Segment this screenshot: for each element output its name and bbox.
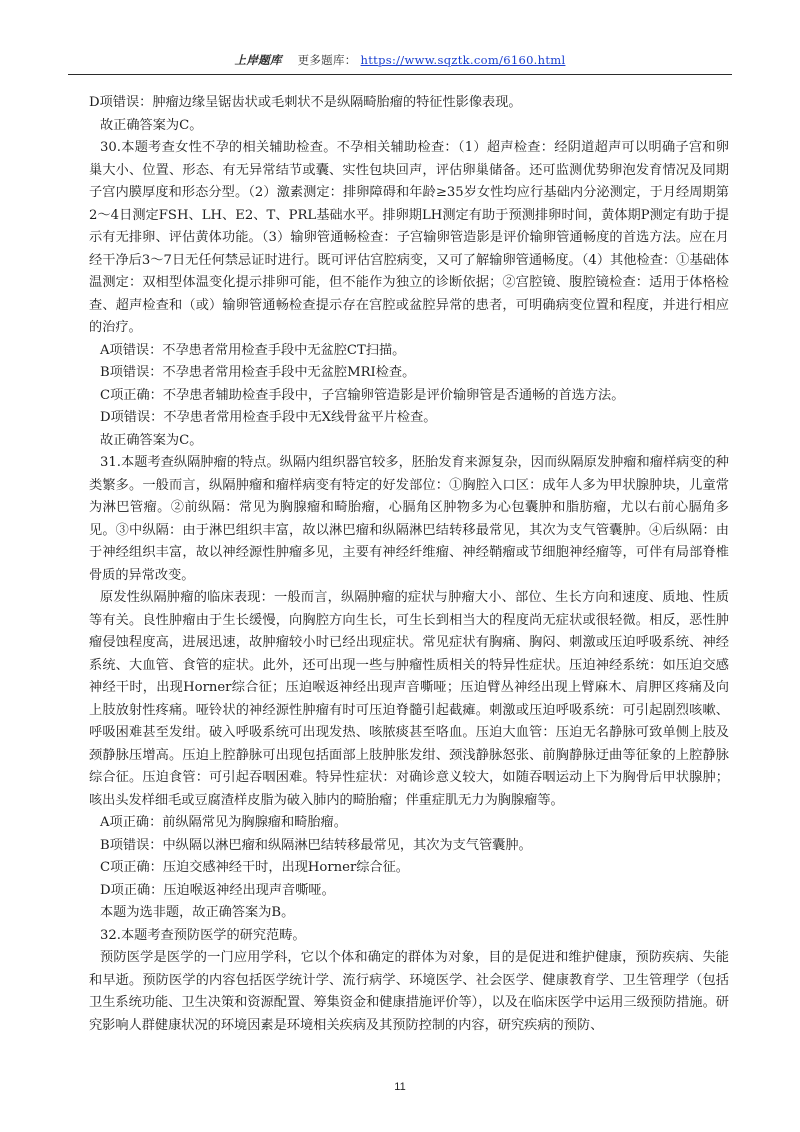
header-site-name: 上岸题库: [234, 53, 282, 67]
paragraph-answer-29: 故正确答案为C。: [100, 117, 203, 133]
header-more-label: 更多题库：: [297, 53, 357, 67]
paragraph-q32-intro: 32.本题考查预防医学的研究范畴。: [100, 927, 306, 943]
header-rule: [68, 74, 732, 75]
header-url-link[interactable]: https://www.sqztk.com/6160.html: [360, 53, 566, 67]
paragraph-q31-d: D项正确：压迫喉返神经出现声音嘶哑。: [100, 882, 335, 898]
paragraph-q31-clinical: 原发性纵隔肿瘤的临床表现：一般而言，纵隔肿瘤的症状与肿瘤大小、部位、生长方向和速度、质地、性质等有关。良性肿瘤由于生长缓慢，向胸腔方向生长，可生长到相当大的程度尚无症状或很轻微。相反，恶性肿瘤侵蚀程度高，进展迅速，故肿瘤较小时已经出现症状。常见症状有胸痛、胸闷、刺激或压迫呼吸系统、神经系统、大血管、食管的症状。此外，还可出现一些与肿瘤性质相关的特异性症状。压迫神经系统：如压迫交感神经干时，出现Horner综合征；压迫喉返神经出现声音嘶哑；压迫臂丛神经出现上臂麻木、肩胛区疼痛及向上肢放射性疼痛。哑铃状的神经源性肿瘤有时可压迫脊髓引起截瘫。刺激或压迫呼吸系统：可引起剧烈咳嗽、呼吸困难甚至发绀。破入呼吸系统可出现发热、咳脓痰甚至咯血。压迫大血管：压迫无名静脉可致单侧上肢及颈静脉压增高。压迫上腔静脉可出现包括面部上肢肿胀发绀、颈浅静脉怒张、前胸静脉迂曲等征象的上腔静脉综合征。压迫食管：可引起吞咽困难。特异性症状：对确诊意义较大，如随吞咽运动上下为胸骨后甲状腺肿；咳出头发样细毛或豆腐渣样皮脂为破入肺内的畸胎瘤；伴重症肌无力为胸腺瘤等。: [89, 590, 729, 808]
page-header: [0, 52, 800, 68]
document-body: [89, 92, 729, 1037]
paragraph-q30-a: A项错误：不孕患者常用检查手段中无盆腔CT扫描。: [100, 342, 406, 358]
paragraph-q31-intro: 31.本题考查纵隔肿瘤的特点。纵隔内组织器官较多，胚胎发育来源复杂，因而纵隔原发肿瘤和瘤样病变的种类繁多。一般而言，纵隔肿瘤和瘤样病变有特定的好发部位：①胸腔入口区：成年人多为甲状腺肿块，儿童常为淋巴管瘤。②前纵隔：常见为胸腺瘤和畸胎瘤，心膈角区肿物多为心包囊肿和脂肪瘤，尤以右前心膈角多见。③中纵隔：由于淋巴组织丰富，故以淋巴瘤和纵隔淋巴结转移最常见，其次为支气管囊肿。④后纵隔：由于神经组织丰富，故以神经源性肿瘤多见，主要有神经纤维瘤、神经鞘瘤或节细胞神经瘤等，可伴有局部脊椎骨质的异常改变。: [89, 455, 729, 583]
paragraph-answer-31: 本题为选非题，故正确答案为B。: [100, 905, 295, 920]
paragraph-q31-b: B项错误：中纵隔以淋巴瘤和纵隔淋巴结转移最常见，其次为支气管囊肿。: [100, 837, 532, 853]
page-number: 11: [394, 1081, 406, 1093]
paragraph-q31-a: A项正确：前纵隔常见为胸腺瘤和畸胎瘤。: [100, 815, 347, 830]
paragraph-q32-body: 预防医学是医学的一门应用学科，它以个体和确定的群体为对象，目的是促进和维护健康，预防疾病、失能和早逝。预防医学的内容包括医学统计学、流行病学、环境医学、社会医学、健康教育学、卫生管理学（包括卫生系统功能、卫生决策和资源配置、筹集资金和健康措施评价等），以及在临床医学中运用三级预防措施。研究影响人群健康状况的环境因素是环境相关疾病及其预防控制的内容，研究疾病的预防、: [89, 950, 729, 1033]
paragraph-d-wrong-29: D项错误：肿瘤边缘呈锯齿状或毛刺状不是纵隔畸胎瘤的特征性影像表现。: [89, 95, 522, 110]
paragraph-q30-c: C项正确：不孕患者辅助检查手段中，子宫输卵管造影是评价输卵管是否通畅的首选方法。: [100, 387, 625, 403]
paragraph-q30-intro: 30.本题考查女性不孕的相关辅助检查。不孕相关辅助检查：（1）超声检查：经阴道超声可以明确子宫和卵巢大小、位置、形态、有无异常结节或囊、实性包块回声，评估卵巢储备。还可监测优势卵泡发育情况及同期子宫内膜厚度和形态分型。（2）激素测定：排卵障碍和年龄≥35岁女性均应行基础内分泌测定，于月经周期第2～4日测定FSH、LH、E2、T、PRL基础水平。排卵期LH测定有助于预测排卵时间，黄体期P测定有助于提示有无排卵、评估黄体功能。（3）输卵管通畅检查：子宫输卵管造影是评价输卵管通畅度的首选方法。应在月经干净后3～7日无任何禁忌证时进行。既可评估宫腔病变，又可了解输卵管通畅度。（4）其他检查：①基础体温测定：双相型体温变化提示排卵可能，但不能作为独立的诊断依据；②宫腔镜、腹腔镜检查：适用于体格检查、超声检查和（或）输卵管通畅检查提示存在宫腔或盆腔异常的患者，可明确病变位置和程度，并进行相应的治疗。: [89, 140, 729, 335]
paragraph-answer-30: 故正确答案为C。: [100, 432, 203, 448]
paragraph-q31-c: C项正确：压迫交感神经干时，出现Horner综合征。: [100, 860, 409, 875]
paragraph-q30-d: D项错误：不孕患者常用检查手段中无X线骨盆平片检查。: [100, 410, 437, 425]
paragraph-q30-b: B项错误：不孕患者常用检查手段中无盆腔MRI检查。: [100, 365, 416, 380]
